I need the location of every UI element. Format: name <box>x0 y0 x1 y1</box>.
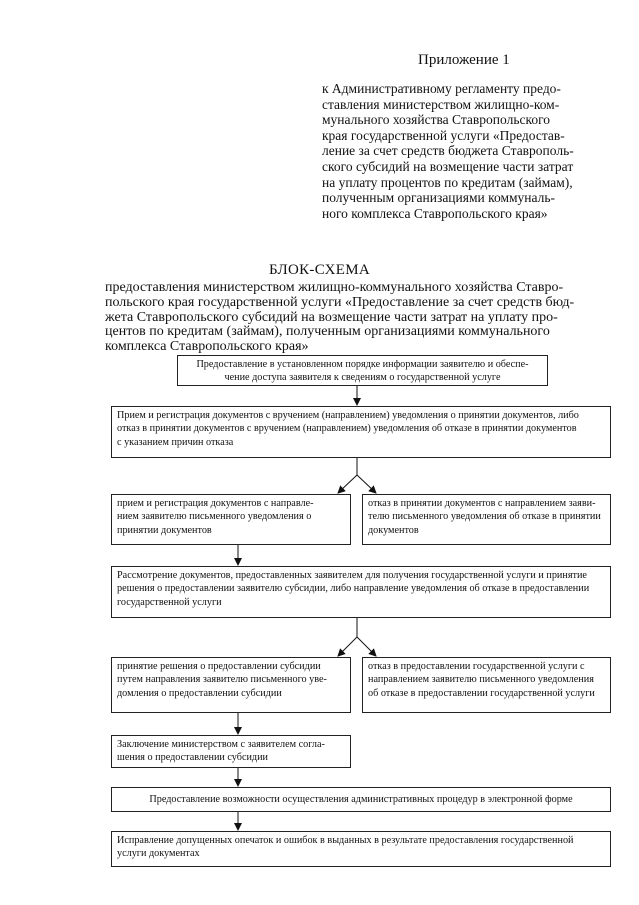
appendix-title: Приложение 1 <box>418 52 510 68</box>
box-line: Заключение министерством с заявителем согла- <box>117 739 325 750</box>
subtitle-line: центов по кредитам (займам), полученным организациями коммунального <box>105 324 550 340</box>
box-line: об отказе в предоставлении государственной услуги <box>368 687 595 699</box>
appendix-line: мунального хозяйства Ставропольского <box>322 112 551 128</box>
box-line: прием и регистрация документов с направле- <box>117 498 314 509</box>
step-service-refused <box>362 657 611 713</box>
step-corrections <box>111 831 611 867</box>
box-line: домления о предоставлении субсидии <box>117 687 282 699</box>
arrow-branch-step5a <box>338 637 357 656</box>
subtitle-line: комплекса Ставропольского края» <box>105 339 309 355</box>
step-documents-accepted <box>111 494 351 545</box>
subtitle-line: польского края государственной услуги «Предоставление за счет средств бюд- <box>105 294 575 310</box>
page-title: БЛОК-СХЕМА <box>268 262 371 278</box>
box-line: путем направления заявителю письменного уве- <box>117 674 327 686</box>
appendix-line: ление за счет средств бюджета Ставрополь- <box>322 143 574 159</box>
appendix-line: на уплату процентов по кредитам (займам), <box>322 174 573 190</box>
arrow-branch-step3a <box>338 475 357 493</box>
appendix-line: ставления министерством жилищно-ком- <box>322 96 560 112</box>
step-electronic-procedures <box>111 787 611 812</box>
box-line: чение доступа заявителя к сведениям о государственной услуге <box>224 372 501 384</box>
box-line: с указанием причин отказа <box>117 436 234 448</box>
appendix-line: к Административному регламенту предо- <box>322 81 561 96</box>
box-line: государственной услуги <box>117 596 222 608</box>
step-information <box>177 355 548 386</box>
box-line: решения о предоставлении заявителю субсидии, либо направление уведомления об отказе в предоставлении <box>117 583 590 595</box>
box-line: шения о предоставлении субсидии <box>117 752 269 764</box>
step-documents-refused <box>362 494 611 545</box>
box-line: телю письменного уведомления об отказе в принятии <box>368 511 601 523</box>
box-line: услуги документах <box>117 848 200 860</box>
step-subsidy-granted <box>111 657 351 713</box>
step-agreement <box>111 735 351 768</box>
box-line: принятии документов <box>117 524 212 536</box>
box-line: Рассмотрение документов, предоставленных заявителем для получения государственной услуги и принятие <box>117 570 587 581</box>
arrow-branch-step5b <box>357 637 376 656</box>
box-line: принятие решения о предоставлении субсидии <box>117 661 321 672</box>
box-line: документов <box>368 524 419 536</box>
subtitle-line: жета Ставропольского субсидий на возмещение части затрат на уплату про- <box>105 309 558 325</box>
box-line: Предоставление в установленном порядке информации заявителю и обеспе- <box>196 359 529 370</box>
box-line: отказ в принятии документов с направлением заяви- <box>368 498 596 509</box>
box-line: отказ в предоставлении государственной услуги с <box>368 661 585 672</box>
box-line: нием заявителю письменного уведомления о <box>117 511 312 523</box>
box-line: отказ в принятии документов с вручением (направлением) уведомления об отказе в принятии документов <box>117 423 577 435</box>
step-reception-registration <box>111 406 611 458</box>
subtitle-line: предоставления министерством жилищно-коммунального хозяйства Ставро- <box>105 280 564 295</box>
box-line: Исправление допущенных опечаток и ошибок в выданных в результате предоставления государственной <box>117 835 574 846</box>
appendix-line: ского субсидий на возмещение части затрат <box>322 158 574 174</box>
box-line: Прием и регистрация документов с вручением (направлением) уведомления о принятии документов, либо <box>117 410 579 421</box>
box-line: Предоставление возможности осуществления административных процедур в электронной форме <box>149 794 573 805</box>
appendix-line: полученным организациями коммуналь- <box>322 190 556 206</box>
box-line: направлением заявителю письменного уведомления <box>368 674 594 686</box>
arrow-branch-step3b <box>357 475 376 493</box>
appendix-line: ного комплекса Ставропольского края» <box>322 205 548 221</box>
step-review-decision <box>111 566 611 618</box>
appendix-line: края государственной услуги «Предостав- <box>322 127 565 143</box>
